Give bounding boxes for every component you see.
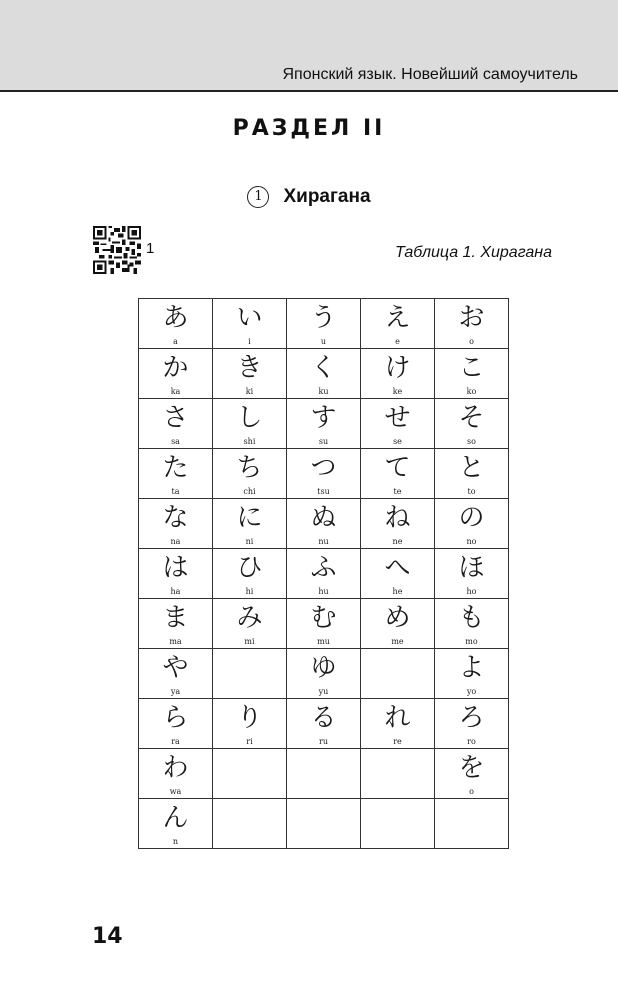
kana-character: に <box>236 503 263 533</box>
romaji-label: ke <box>392 387 403 396</box>
kana-character: お <box>458 303 485 333</box>
kana-cell <box>287 649 361 699</box>
page-number: 14 <box>92 924 123 949</box>
kana-character <box>213 799 286 805</box>
kana-character: さ <box>162 403 189 433</box>
kana-cell <box>361 499 435 549</box>
romaji-label: su <box>318 437 329 446</box>
kana-cell <box>213 799 287 849</box>
kana-character <box>361 749 434 755</box>
romaji-label: tsu <box>317 487 330 496</box>
romaji-label: na <box>170 537 181 546</box>
romaji-label: mo <box>465 637 478 646</box>
kana-cell <box>287 499 361 549</box>
kana-cell <box>139 649 213 699</box>
kana-character: ひ <box>236 553 263 583</box>
subsection-heading <box>0 186 618 208</box>
kana-character: あ <box>162 303 189 333</box>
table-row <box>139 649 509 699</box>
romaji-label: re <box>393 737 402 746</box>
kana-cell <box>361 699 435 749</box>
kana-cell <box>213 399 287 449</box>
romaji-label: yu <box>318 687 329 696</box>
kana-cell <box>139 399 213 449</box>
kana-character: わ <box>162 753 189 783</box>
kana-character: ん <box>162 803 189 833</box>
kana-cell <box>361 799 435 849</box>
romaji-label: ne <box>392 537 403 546</box>
kana-character: ぬ <box>310 503 337 533</box>
kana-character: し <box>236 403 263 433</box>
kana-character: え <box>384 303 411 333</box>
kana-character: は <box>162 553 189 583</box>
table-caption: Таблица 1. Хирагана <box>394 244 552 261</box>
table-row <box>139 799 509 849</box>
romaji-label: sa <box>171 437 180 446</box>
kana-character: れ <box>384 703 411 733</box>
kana-cell <box>287 399 361 449</box>
romaji-label: ko <box>466 387 477 396</box>
kana-cell <box>213 349 287 399</box>
romaji-label: ho <box>466 587 477 596</box>
kana-character: な <box>162 503 189 533</box>
kana-cell <box>361 299 435 349</box>
table-row <box>139 299 509 349</box>
kana-cell <box>213 749 287 799</box>
kana-cell <box>213 699 287 749</box>
romaji-label: he <box>392 587 403 596</box>
kana-cell <box>435 749 509 799</box>
table-row <box>139 449 509 499</box>
romaji-label: shi <box>243 437 256 446</box>
kana-character: せ <box>384 403 411 433</box>
romaji-label: te <box>393 487 402 496</box>
kana-character: か <box>162 353 189 383</box>
kana-cell <box>139 799 213 849</box>
kana-cell <box>213 299 287 349</box>
kana-cell <box>213 499 287 549</box>
kana-cell <box>287 349 361 399</box>
kana-character <box>361 649 434 655</box>
romaji-label: ri <box>246 737 253 746</box>
table-row <box>139 349 509 399</box>
kana-character: ま <box>162 603 189 633</box>
kana-character <box>435 799 508 805</box>
kana-cell <box>361 649 435 699</box>
table-row <box>139 549 509 599</box>
romaji-label: ta <box>171 487 180 496</box>
running-header <box>0 0 618 92</box>
kana-character: ろ <box>458 703 485 733</box>
kana-cell <box>361 599 435 649</box>
table-row <box>139 699 509 749</box>
kana-cell <box>435 499 509 549</box>
kana-character <box>361 799 434 805</box>
kana-character: ち <box>236 453 263 483</box>
hiragana-table <box>138 298 509 849</box>
kana-character: こ <box>458 353 485 383</box>
table-row <box>139 399 509 449</box>
kana-character: る <box>310 703 337 733</box>
kana-cell <box>139 449 213 499</box>
romaji-label: hi <box>245 587 254 596</box>
kana-character <box>287 749 360 755</box>
kana-cell <box>213 449 287 499</box>
table-row <box>139 749 509 799</box>
romaji-label: ki <box>245 387 254 396</box>
kana-cell <box>213 549 287 599</box>
romaji-label: hu <box>318 587 329 596</box>
romaji-label: n <box>172 837 179 846</box>
kana-character: も <box>458 603 485 633</box>
kana-cell <box>361 349 435 399</box>
romaji-label: i <box>248 337 251 346</box>
romaji-label: ya <box>170 687 181 696</box>
kana-cell <box>287 549 361 599</box>
kana-cell <box>361 549 435 599</box>
kana-cell <box>213 649 287 699</box>
kana-character: ほ <box>458 553 485 583</box>
kana-character: む <box>310 603 337 633</box>
kana-cell <box>139 599 213 649</box>
romaji-label: se <box>393 437 402 446</box>
kana-character: た <box>162 453 189 483</box>
kana-character: て <box>384 453 411 483</box>
romaji-label: ku <box>318 387 329 396</box>
kana-cell <box>139 499 213 549</box>
kana-cell <box>287 799 361 849</box>
kana-character: す <box>310 403 337 433</box>
kana-cell <box>435 399 509 449</box>
romaji-label: to <box>467 487 476 496</box>
romaji-label: wa <box>169 787 182 796</box>
romaji-label: chi <box>243 487 256 496</box>
kana-character: よ <box>458 653 485 683</box>
kana-cell <box>287 449 361 499</box>
kana-character: ゆ <box>310 653 337 683</box>
kana-cell <box>361 449 435 499</box>
kana-cell <box>139 299 213 349</box>
kana-cell <box>361 399 435 449</box>
kana-cell <box>287 599 361 649</box>
kana-character: け <box>384 353 411 383</box>
romaji-label: e <box>395 337 400 346</box>
kana-cell <box>435 649 509 699</box>
kana-cell <box>435 449 509 499</box>
section-title: РАЗДЕЛ II <box>232 116 386 141</box>
subsection-number-badge: 1 <box>247 186 269 208</box>
hiragana-table-body <box>139 299 509 849</box>
qr-code-icon[interactable] <box>93 226 141 274</box>
kana-cell <box>435 349 509 399</box>
romaji-label: ma <box>169 637 182 646</box>
romaji-label: o <box>469 787 474 796</box>
romaji-label: so <box>467 437 476 446</box>
romaji-label: nu <box>318 537 329 546</box>
romaji-label: mi <box>244 637 255 646</box>
kana-character: う <box>310 303 337 333</box>
kana-character: つ <box>310 453 337 483</box>
romaji-label: mu <box>317 637 330 646</box>
kana-character: や <box>162 653 189 683</box>
qr-track-number: 1 <box>146 240 155 257</box>
subsection-title: Хирагана <box>283 186 371 207</box>
kana-character: い <box>236 303 263 333</box>
kana-cell <box>435 599 509 649</box>
kana-cell <box>139 749 213 799</box>
kana-cell <box>361 749 435 799</box>
romaji-label: ro <box>467 737 476 746</box>
romaji-label: me <box>391 637 404 646</box>
running-head-title: Японский язык. Новейший самоучитель <box>282 66 578 83</box>
table-row <box>139 599 509 649</box>
kana-character <box>213 649 286 655</box>
romaji-label: no <box>466 537 477 546</box>
kana-cell <box>139 699 213 749</box>
romaji-label: ra <box>171 737 180 746</box>
kana-character: ふ <box>310 553 337 583</box>
kana-character: き <box>236 353 263 383</box>
romaji-label: ru <box>319 737 328 746</box>
romaji-label: ni <box>245 537 254 546</box>
kana-character: そ <box>458 403 485 433</box>
kana-cell <box>287 299 361 349</box>
kana-cell <box>213 599 287 649</box>
kana-cell <box>139 549 213 599</box>
kana-character: め <box>384 603 411 633</box>
kana-character: の <box>458 503 485 533</box>
kana-character: ら <box>162 703 189 733</box>
romaji-label: a <box>173 337 178 346</box>
romaji-label: o <box>469 337 474 346</box>
kana-cell <box>139 349 213 399</box>
table-row <box>139 499 509 549</box>
romaji-label: u <box>320 337 327 346</box>
kana-cell <box>435 799 509 849</box>
kana-cell <box>435 549 509 599</box>
romaji-label: ka <box>170 387 181 396</box>
kana-character: り <box>236 703 263 733</box>
kana-character: み <box>236 603 263 633</box>
kana-character: く <box>310 353 337 383</box>
kana-character: と <box>458 453 485 483</box>
kana-cell <box>287 749 361 799</box>
kana-character: ね <box>384 503 411 533</box>
kana-character <box>287 799 360 805</box>
kana-character: を <box>458 753 485 783</box>
romaji-label: yo <box>466 687 477 696</box>
kana-character: へ <box>384 553 411 583</box>
kana-cell <box>287 699 361 749</box>
kana-cell <box>435 699 509 749</box>
kana-character <box>213 749 286 755</box>
romaji-label: ha <box>170 587 181 596</box>
kana-cell <box>435 299 509 349</box>
